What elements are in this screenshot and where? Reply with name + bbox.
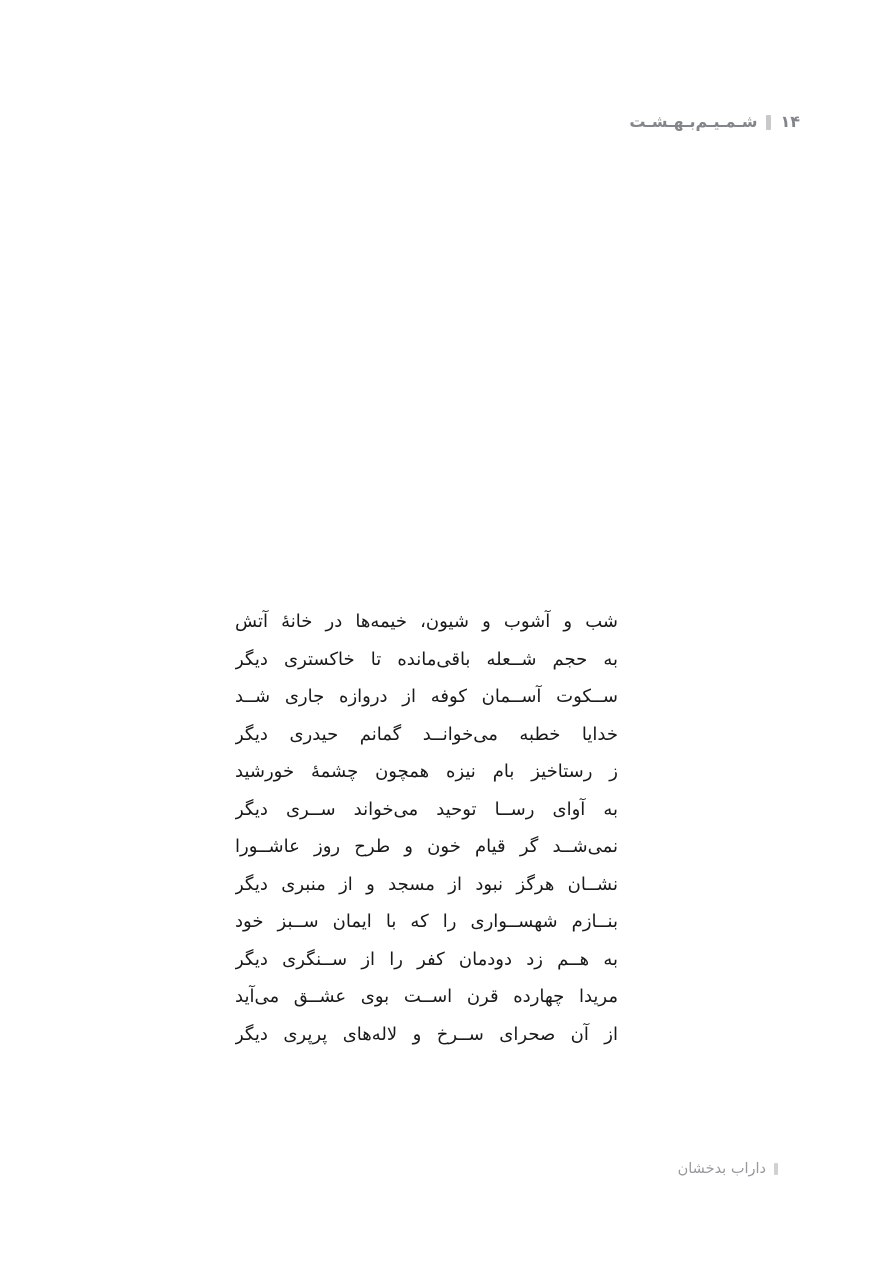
poem-line: ز رستاخیز بام نیزه همچون چشمهٔ خورشید xyxy=(235,761,618,782)
poem-line: از آن صحرای ســرخ و لاله‌های پرپری دیگر xyxy=(235,1023,618,1045)
poem-line: بنــازم شهســواری را که با ایمان ســبز خود xyxy=(235,911,618,932)
poem-line: خدایا خطبه می‌خوانــد گمانم حیدری دیگر xyxy=(235,723,618,745)
poem-line: به حجم شــعله باقی‌مانده تا خاکستری دیگر xyxy=(235,648,618,670)
poem-line: به هــم زد دودمان کفر را از ســنگری دیگر xyxy=(235,948,618,970)
author-name: داراب بدخشان xyxy=(677,1161,766,1177)
poem-line: شب و آشوب و شیون، خیمه‌ها در خانهٔ آتش xyxy=(235,611,618,632)
header-separator-bar-icon xyxy=(766,115,771,130)
footer-separator-bar-icon xyxy=(774,1163,778,1175)
poem-line: نشــان هرگز نبود از مسجد و از منبری دیگر xyxy=(235,873,618,895)
running-header xyxy=(629,110,800,134)
poem-block xyxy=(235,603,618,1053)
poem-line: مریدا چهارده قرن اســت بوی عشــق می‌آید xyxy=(235,986,618,1007)
running-footer xyxy=(678,1158,778,1180)
poem-line: به آوای رســا توحید می‌خواند ســری دیگر xyxy=(235,798,618,820)
book-title: شـمـیـم‌بـهـشـت xyxy=(629,112,758,131)
page-number: ۱۴ xyxy=(780,112,800,131)
poem-line: نمی‌شــد گر قیام خون و طرح روز عاشــورا xyxy=(235,836,618,857)
poem-line: ســکوت آســمان کوفه از دروازه جاری شــد xyxy=(235,686,618,707)
